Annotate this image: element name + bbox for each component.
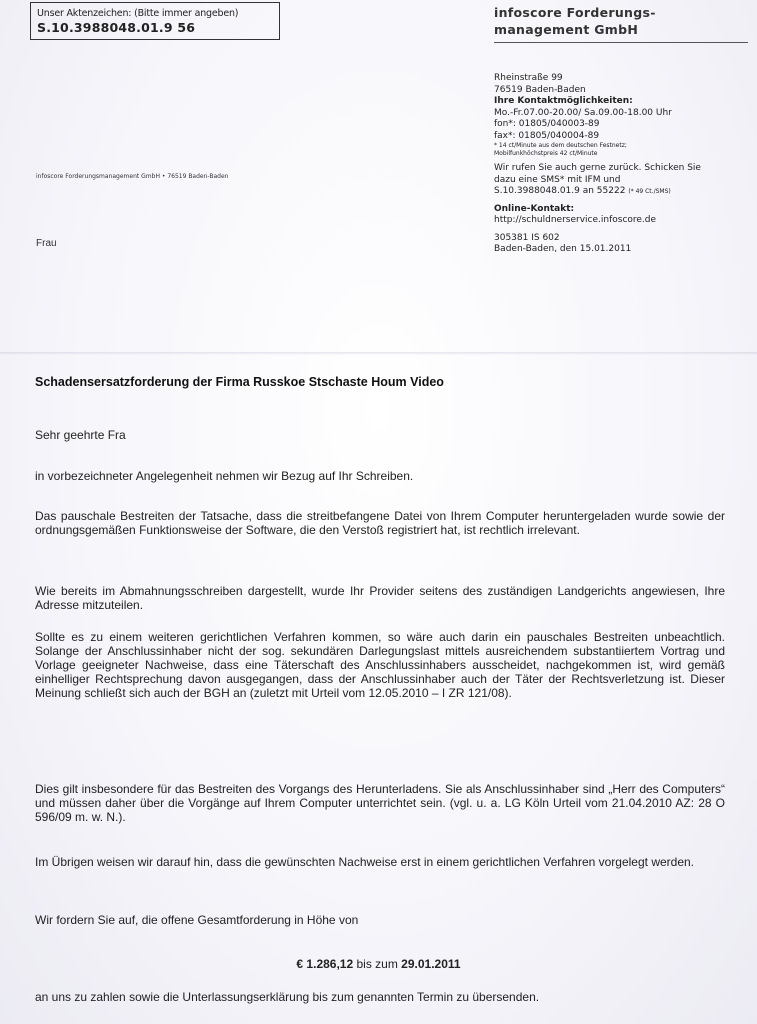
- deadline: 29.01.2011: [401, 957, 461, 971]
- city: 76519 Baden-Baden: [494, 84, 586, 95]
- amount-line: [0, 957, 757, 971]
- phone: fon*: 01805/040003-89: [494, 119, 600, 129]
- paragraph-5: Dies gilt insbesondere für das Bestreiten des Vorgangs des Herunterladens. Sie als Anschlussinhaber sind „Herr des Computers“ und müssen daher über die Vorgänge auf Ihrem Computer unterrichtet sein. (vgl. u. a. LG Köln Urteil vom 21.04.2010 AZ: 28 O 596/09 m. w. N.).: [35, 782, 725, 824]
- reference-box: [30, 2, 280, 40]
- company-name: [494, 4, 748, 43]
- internal-code: 305381 IS 602: [494, 232, 560, 243]
- paragraph-1: in vorbezeichneter Angelegenheit nehmen wir Bezug auf Ihr Schreiben.: [35, 469, 414, 483]
- paragraph-3: Wie bereits im Abmahnungsschreiben dargestellt, wurde Ihr Provider seitens des zuständigen Landgerichts angewiesen, Ihre Adresse mitzuteilen.: [35, 584, 725, 612]
- reference-number: S.10.3988048.01.9 56: [37, 20, 196, 35]
- online-heading: Online-Kontakt:: [494, 203, 575, 214]
- contact-block: [494, 73, 752, 256]
- paragraph-6: Im Übrigen weisen wir darauf hin, dass die gewünschten Nachweise erst in einem gerichtlichen Verfahren vorgelegt werden.: [35, 855, 695, 869]
- date-line: Baden-Baden, den 15.01.2011: [494, 244, 632, 254]
- hours: Mo.-Fr.07.00-20.00/ Sa.09.00-18.00 Uhr: [494, 107, 672, 118]
- greeting: Sehr geehrte Fra: [35, 428, 126, 442]
- contact-heading: Ihre Kontaktmöglichkeiten:: [494, 96, 633, 106]
- tariff-note-2: Mobilfunkhöchstpreis 42 ct/Minute: [494, 149, 598, 157]
- tariff-note-1: * 14 ct/Minute aus dem deutschen Festnetz;: [494, 142, 627, 149]
- paragraph-7: Wir fordern Sie auf, die offene Gesamtforderung in Höhe von: [35, 913, 359, 927]
- fax: fax*: 01805/040004-89: [494, 130, 600, 141]
- callback-3: [494, 186, 752, 198]
- online-url: http://schuldnerservice.infoscore.de: [494, 215, 657, 225]
- callback-1: Wir rufen Sie auch gerne zurück. Schicken Sie: [494, 163, 701, 173]
- company-line-1: infoscore Forderungs-: [494, 5, 656, 20]
- callback-2: dazu eine SMS* mit IFM und: [494, 174, 621, 185]
- paragraph-8: an uns zu zahlen sowie die Unterlassungserklärung bis zum genannten Termin zu übersenden.: [35, 990, 540, 1004]
- sender-line: infoscore Forderungsmanagement GmbH • 76519 Baden-Baden: [36, 173, 229, 180]
- letter-subject: Schadensersatzforderung der Firma Russkoe Stschaste Houm Video: [35, 375, 444, 389]
- recipient-salutation: Frau: [36, 238, 57, 249]
- company-line-2: management GmbH: [494, 22, 639, 37]
- reference-label: Unser Aktenzeichen: (Bitte immer angeben): [37, 8, 239, 19]
- paragraph-4: Sollte es zu einem weiteren gerichtlichen Verfahren kommen, so wäre auch darin ein pauschales Bestreiten unbeachtlich. Solange der Anschlussinhaber nicht der sog. sekundären Darlegungslast mittels ausreichendem substantiiertem Vortrag und Vorlage geeigneter Nachweise, dass eine Täterschaft des Anschlussinhabers ausscheidet, nachgekommen ist, wird gemäß einhelliger Rechtsprechung davon ausgegangen, dass der Anschlussinhaber auch der Täter der Rechtsverletzung ist. Dieser Meinung schließt sich auch der BGH an (zuletzt mit Urteil vom 12.05.2010 – I ZR 121/08).: [35, 630, 725, 700]
- sms-price: (* 49 Ct./SMS): [628, 188, 671, 195]
- amount-mid: bis zum: [356, 957, 398, 971]
- callback-3-text: S.10.3988048.01.9 an 55222: [494, 186, 626, 196]
- paper-fold: [0, 352, 757, 355]
- amount: € 1.286,12: [296, 957, 354, 971]
- paragraph-2: Das pauschale Bestreiten der Tatsache, dass die streitbefangene Datei von Ihrem Computer heruntergeladen wurde sowie der ordnungsgemäßen Funktionsweise der Software, die den Verstoß registriert hat, ist rechtlich irrelevant.: [35, 509, 725, 537]
- street: Rheinstraße 99: [494, 73, 563, 83]
